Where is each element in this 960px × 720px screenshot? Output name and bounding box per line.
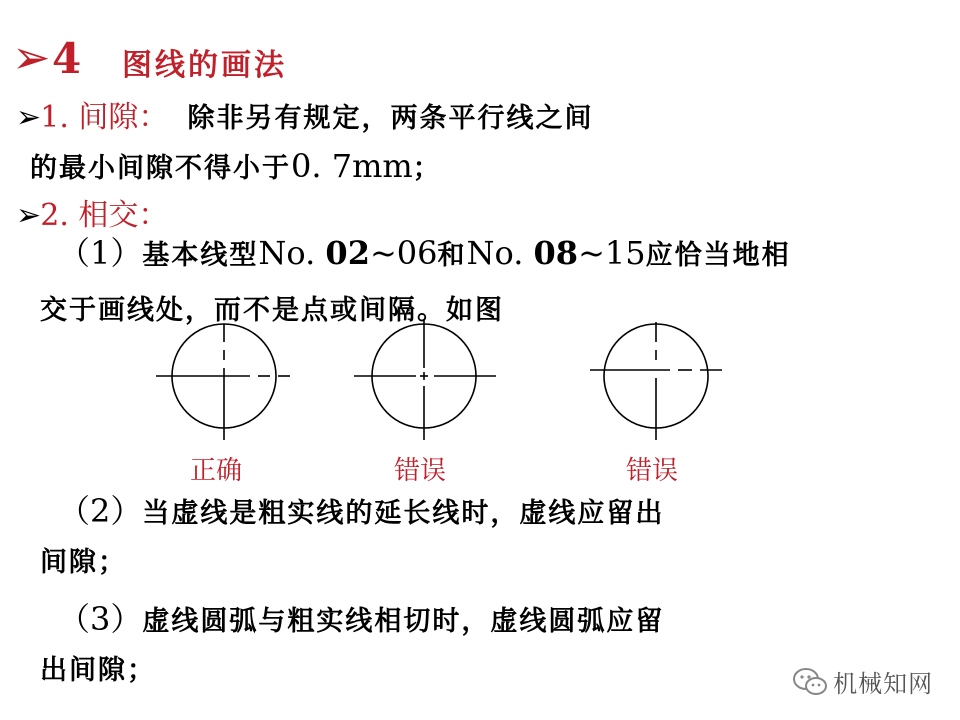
item1-line2 [30, 146, 442, 185]
para2-text: 当虚线是粗实线的延长线时，虚线应留出 [142, 498, 665, 529]
heading-number: 4 [52, 34, 82, 83]
figure-correct [156, 324, 290, 440]
para1-text-a: 基本线型 [142, 240, 259, 271]
item1-line2-pre: 的最小间隙不得小于 [30, 153, 291, 184]
para1-text-b: No. [258, 234, 326, 272]
item1-row [16, 92, 594, 136]
item1-line2-post: ； [412, 153, 442, 184]
wechat-icon [792, 667, 828, 697]
figure1-label: 正确 [190, 456, 243, 486]
para2-line1 [58, 486, 664, 532]
heading-arrow-icon: ➢ [12, 30, 43, 84]
para3-line1 [58, 594, 664, 640]
para1-text-c: 02 [325, 234, 370, 272]
figure-wrong-1 [354, 320, 496, 440]
item1-text-line1: 除非另有规定，两条平行线之间 [187, 103, 594, 134]
para1-text-g: 08 [533, 234, 579, 272]
para2-number: （2） [58, 492, 143, 530]
para3-number: （3） [58, 600, 143, 638]
para1-text-i: 应恰当地相 [645, 240, 791, 271]
page-title: 图线的画法 [122, 48, 287, 83]
para1-number: （1） [58, 234, 143, 272]
para1-text-h: ~15 [578, 234, 646, 272]
intersection-figures [0, 320, 960, 480]
para1-text-e: 和 [437, 240, 467, 271]
item1-value: 0. 7mm [291, 147, 413, 185]
item1-arrow-icon: ➢ [16, 100, 36, 135]
para3-line2: 出间隙； [40, 655, 156, 686]
item2-label: 2. 相交： [40, 198, 169, 233]
watermark-text: 机械知网 [833, 670, 934, 698]
item2-arrow-icon: ➢ [16, 198, 36, 233]
para1-text-d: ~06 [369, 234, 438, 272]
figure-wrong-2 [590, 322, 722, 440]
para1-line1 [58, 228, 791, 274]
figure2-label: 错误 [394, 456, 447, 486]
item1-label: 1. 间隙： [40, 100, 169, 135]
para3-text: 虚线圆弧与粗实线相切时，虚线圆弧应留 [142, 606, 665, 637]
para1-line2: 交于画线处，而不是点或间隔。如图 [40, 295, 504, 326]
para2-line2: 间隙； [40, 547, 127, 578]
para1-text-f: No. [466, 234, 534, 272]
watermark [792, 664, 933, 699]
figure3-label: 错误 [626, 456, 679, 486]
